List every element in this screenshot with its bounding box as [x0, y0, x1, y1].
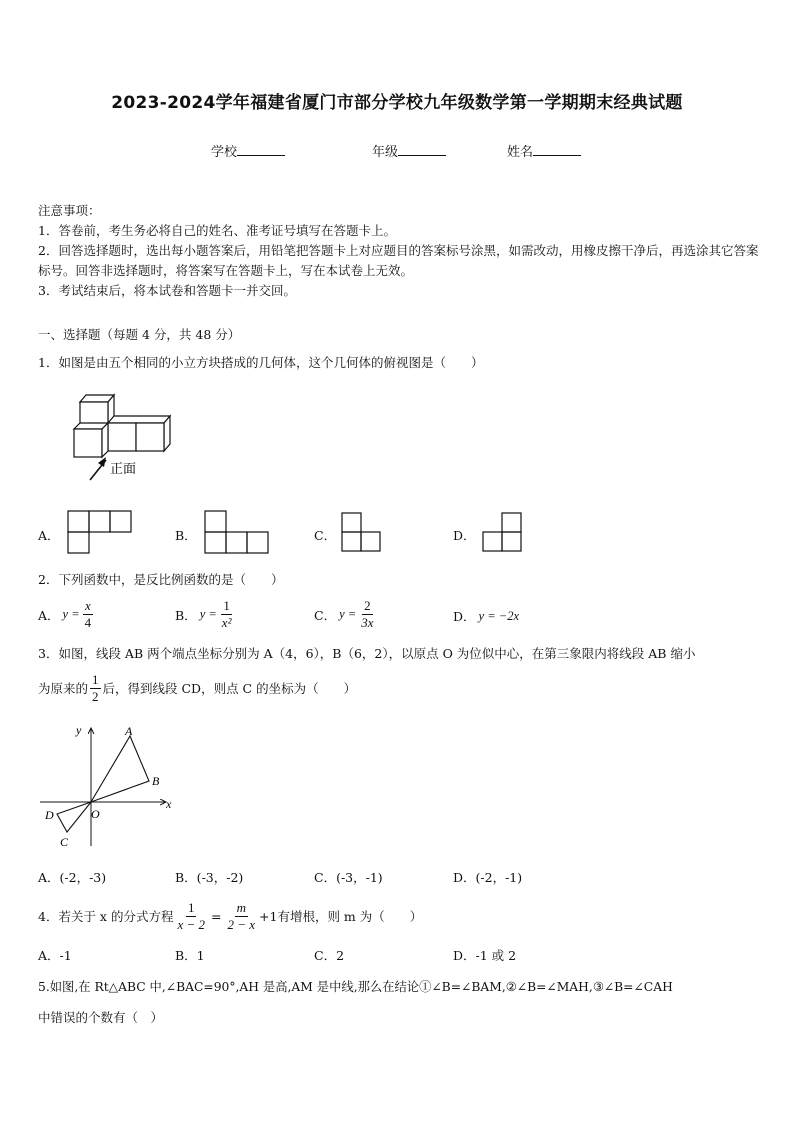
q4-option-c: C．2 — [314, 948, 345, 963]
q3-fraction — [90, 672, 101, 705]
q4-stem — [38, 900, 422, 933]
fraction-denominator: 2 — [92, 689, 99, 704]
section-heading: 一、选择题（每题 4 分，共 48 分） — [38, 327, 241, 342]
fraction-numerator: 2 — [364, 598, 371, 613]
q1-solid-figure — [68, 393, 178, 481]
q1-option-a-label: A． — [38, 528, 60, 543]
point-c-label: C — [60, 835, 69, 849]
q1-option-b-label: B． — [175, 528, 197, 543]
q4-fraction-right — [225, 900, 257, 933]
q3-stem-line1: 3．如图，线段 AB 两个端点坐标分别为 A（4，6），B（6，2），以原点 O 为位似中心，在第三象限内将线段 AB 缩小 — [38, 646, 696, 661]
q3-option-b: B．(-3，-2) — [175, 870, 244, 885]
q2-option-a-lhs: y = — [62, 607, 80, 621]
point-b-label: B — [152, 774, 160, 788]
page-title: 2023-2024学年福建省厦门市部分学校九年级数学第一学期期末经典试题 — [111, 93, 683, 113]
q3-option-d: D．(-2，-1) — [453, 870, 523, 885]
fraction-numerator: 1 — [92, 672, 99, 687]
fraction-denominator: 3x — [361, 615, 374, 630]
fraction-numerator: m — [236, 900, 246, 915]
q4-fraction-left — [175, 900, 207, 933]
notes-item: 1．答卷前，考生务必将自己的姓名、准考证号填写在答题卡上。 — [38, 223, 396, 238]
q3-coordinate-figure — [38, 722, 178, 850]
x-axis-label: x — [166, 797, 172, 811]
q2-option-b — [175, 598, 233, 631]
q3-stem-line2 — [38, 672, 356, 705]
q4-stem-post: +1有增根，则 m 为（ ） — [259, 908, 423, 924]
q2-option-c-fraction — [359, 598, 375, 631]
grade-blank — [398, 143, 446, 156]
q5-stem-line2: 中错误的个数有（ ） — [38, 1010, 164, 1025]
q2-option-c-lhs: y = — [339, 607, 357, 621]
q2-option-b-fraction — [220, 598, 234, 631]
q2-stem: 2．下列函数中，是反比例函数的是（ ） — [38, 572, 284, 587]
q3-stem-pre: 为原来的 — [38, 680, 89, 696]
q2-option-d-label: D． — [453, 609, 476, 624]
q3-option-a: A．(-2，-3) — [38, 870, 107, 885]
q2-option-d-expr: y = −2x — [478, 608, 519, 623]
fraction-denominator: x² — [221, 615, 232, 630]
school-blank — [237, 143, 285, 156]
q4-option-a: A．-1 — [38, 948, 72, 963]
notes-block — [38, 201, 760, 301]
q2-option-a-label: A． — [38, 607, 60, 623]
school-field — [211, 141, 285, 160]
name-label: 姓名 — [507, 145, 534, 160]
q3-option-c: C．(-3，-1) — [314, 870, 383, 885]
grade-label: 年级 — [372, 145, 399, 160]
origin-label: O — [91, 807, 100, 821]
q1-option-b-figure — [204, 510, 270, 554]
q1-option-d-label: D． — [453, 528, 476, 543]
q2-option-b-lhs: y = — [199, 607, 217, 621]
q1-option-d-figure — [482, 512, 524, 554]
triangle-ocd — [57, 802, 91, 832]
q2-option-a-fraction — [83, 598, 94, 631]
q1-option-c-figure — [341, 512, 383, 554]
q2-option-a — [38, 598, 93, 631]
q3-stem-post: 后，得到线段 CD，则点 C 的坐标为（ ） — [102, 680, 357, 696]
q4-stem-pre: 4．若关于 x 的分式方程 — [38, 908, 174, 924]
q2-option-b-label: B． — [175, 607, 197, 623]
notes-item: 2．回答选择题时，选出每小题答案后，用铅笔把答题卡上对应题目的答案标号涂黑，如需改动，用橡皮擦干净后，再选涂其它答案标号。回答非选择题时，将答案写在答题卡上，写在本试卷上无效。 — [38, 243, 759, 278]
q4-option-b: B．1 — [175, 948, 205, 963]
fraction-denominator: 4 — [84, 615, 92, 630]
notes-heading: 注意事项： — [38, 203, 101, 218]
q1-option-c-label: C． — [314, 528, 337, 543]
q2-option-d — [453, 607, 519, 625]
notes-item: 3．考试结束后，将本试卷和答题卡一并交回。 — [38, 283, 296, 298]
q2-option-c-label: C． — [314, 607, 337, 623]
fraction-numerator: x — [85, 598, 91, 613]
q4-option-d: D．-1 或 2 — [453, 948, 517, 963]
q1-stem: 1．如图是由五个相同的小立方块搭成的几何体，这个几何体的俯视图是（ ） — [38, 355, 484, 370]
fraction-numerator: 1 — [187, 900, 195, 915]
q5-stem-line1: 5.如图,在 Rt△ABC 中,∠BAC=90°,AH 是高,AM 是中线,那么在结论①∠B=∠BAM,②∠B=∠MAH,③∠B=∠CAH — [38, 980, 673, 994]
q2-option-c — [314, 598, 375, 631]
name-field — [507, 141, 581, 160]
equals-sign: = — [211, 908, 222, 924]
fraction-numerator: 1 — [223, 598, 230, 613]
grade-field — [372, 141, 446, 160]
fraction-denominator: x − 2 — [177, 917, 205, 932]
front-label: 正面 — [110, 461, 137, 476]
q1-option-a-figure — [67, 510, 133, 554]
point-d-label: D — [45, 808, 54, 822]
y-axis-label: y — [76, 723, 82, 737]
name-blank — [533, 143, 581, 156]
school-label: 学校 — [211, 145, 238, 160]
fraction-denominator: 2 − x — [227, 917, 256, 932]
triangle-oab — [91, 736, 149, 802]
arrow-head-icon — [98, 457, 106, 467]
point-a-label: A — [125, 724, 133, 738]
